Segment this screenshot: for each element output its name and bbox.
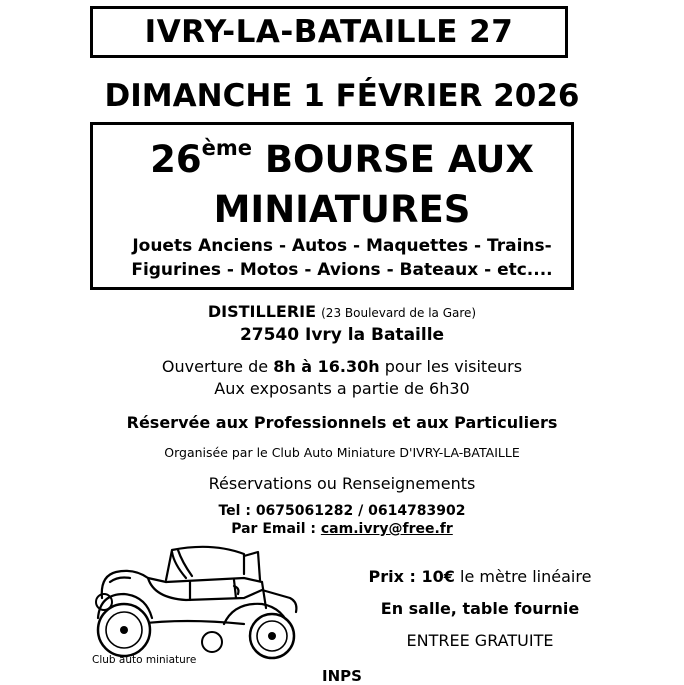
items-list-line2: Figurines - Motos - Avions - Bateaux - etc....	[131, 260, 553, 280]
audience-note: Réservée aux Professionnels et aux Particuliers	[126, 413, 558, 432]
items-list-line1: Jouets Anciens - Autos - Maquettes - Trains-	[132, 236, 552, 256]
venue-address: (23 Boulevard de la Gare)	[321, 306, 477, 320]
event-date: DIMANCHE 1 FÉVRIER 2026	[104, 78, 580, 114]
price-line	[300, 567, 660, 586]
email-label: Par Email :	[231, 521, 316, 537]
town-title-box	[90, 6, 568, 58]
opening-hours	[0, 357, 684, 376]
contact-email-line	[0, 521, 684, 537]
hours-suffix: pour les visiteurs	[384, 357, 523, 376]
exhibitor-hours: Aux exposants a partie de 6h30	[214, 379, 470, 398]
edition-number: 26	[150, 138, 202, 181]
contact-phone: Tel : 0675061282 / 0614783902	[218, 503, 466, 519]
entry-info: ENTREE GRATUITE	[406, 631, 554, 650]
organiser-note: Organisée par le Club Auto Miniature D'IVRY-LA-BATAILLE	[164, 445, 520, 460]
reservations-label: Réservations ou Renseignements	[208, 474, 476, 493]
footer-inps: INPS	[322, 667, 362, 685]
email-link[interactable]: cam.ivry@free.fr	[320, 521, 453, 537]
event-title-part1: BOURSE AUX	[264, 138, 534, 181]
edition-suffix: ème	[201, 136, 252, 160]
price-label: Prix : 10€	[368, 567, 455, 586]
hours-prefix: Ouverture de	[161, 357, 269, 376]
hours-times: 8h à 16.30h	[273, 357, 380, 376]
venue-name: DISTILLERIE	[207, 302, 317, 321]
venue-city: 27540 Ivry la Bataille	[239, 325, 445, 345]
table-info: En salle, table fournie	[380, 599, 580, 618]
event-title-line1	[0, 138, 684, 181]
venue-line	[0, 302, 684, 321]
club-logo-caption: Club auto miniature	[92, 654, 197, 666]
vintage-car-icon	[94, 538, 304, 660]
town-title: IVRY-LA-BATAILLE 27	[144, 14, 514, 50]
event-title-line2: MINIATURES	[213, 188, 471, 231]
price-unit: le mètre linéaire	[460, 567, 592, 586]
